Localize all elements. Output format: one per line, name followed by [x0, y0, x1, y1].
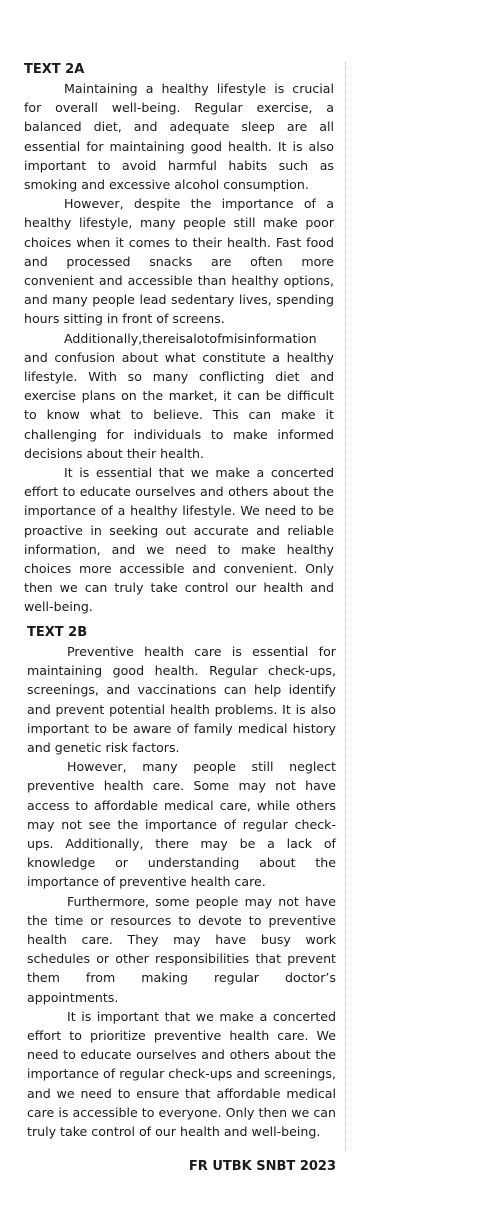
text-2a-paragraph-2: However, despite the importance of a healthy lifestyle, many people still make poor choices when it comes to their health. Fast food and processed snacks are often more convenient and accessible than healthy options, and many people lead sedentary lives, spending hours sitting in front of screens.	[24, 196, 334, 327]
text-2b-heading: TEXT 2B	[27, 625, 88, 640]
text-2a-section	[24, 60, 334, 617]
text-2a-paragraph-3: Additionally,thereisalotofmisinformation and confusion about what constitute a healthy lifestyle. With so many conflicting diet and exercise plans on the market, it can be difficult to know what to believe. This can make it challenging for individuals to make informed decisions about their health.	[24, 330, 334, 461]
column-divider	[345, 62, 346, 1152]
text-2b-section	[27, 623, 336, 1141]
text-2b-paragraph-1: Preventive health care is essential for maintaining good health. Regular check-ups, screenings, and vaccinations can help identify and prevent potential health problems. It is also important to be aware of family medical history and genetic risk factors.	[27, 644, 336, 756]
text-2a-heading: TEXT 2A	[24, 62, 85, 77]
text-2b-paragraph-4: It is important that we make a concerted effort to prioritize preventive health care. We need to educate ourselves and others about the importance of regular check-ups and screenings, and we need to ensure that affordable medical care is accessible to everyone. Only then we can truly take control of our health and well-being.	[27, 1008, 336, 1140]
text-2a-paragraph-4: It is essential that we make a concerted effort to educate ourselves and others about the importance of a healthy lifestyle. We need to be proactive in seeking out accurate and reliable information, and we need to make healthy choices more accessible and convenient. Only then we can truly take control our health and well-being.	[24, 465, 334, 615]
text-2b-paragraph-2: However, many people still neglect preventive health care. Some may not have access to affordable medical care, while others may not see the importance of regular check-ups. Additionally, there may be a lack of knowledge or understanding about the importance of preventive health care.	[27, 759, 336, 890]
footer-label: FR UTBK SNBT 2023	[188, 1159, 336, 1174]
text-2a-paragraph-1: Maintaining a healthy lifestyle is crucial for overall well-being. Regular exercise, a balanced diet, and adequate sleep are all essential for maintaining good health. It is also important to avoid harmful habits such as smoking and excessive alcohol consumption.	[24, 81, 334, 193]
text-2b-paragraph-3: Furthermore, some people may not have the time or resources to devote to preventive health care. They may have busy work schedules or other responsibilities that prevent them from making regular doctor’s appointments.	[27, 893, 336, 1005]
